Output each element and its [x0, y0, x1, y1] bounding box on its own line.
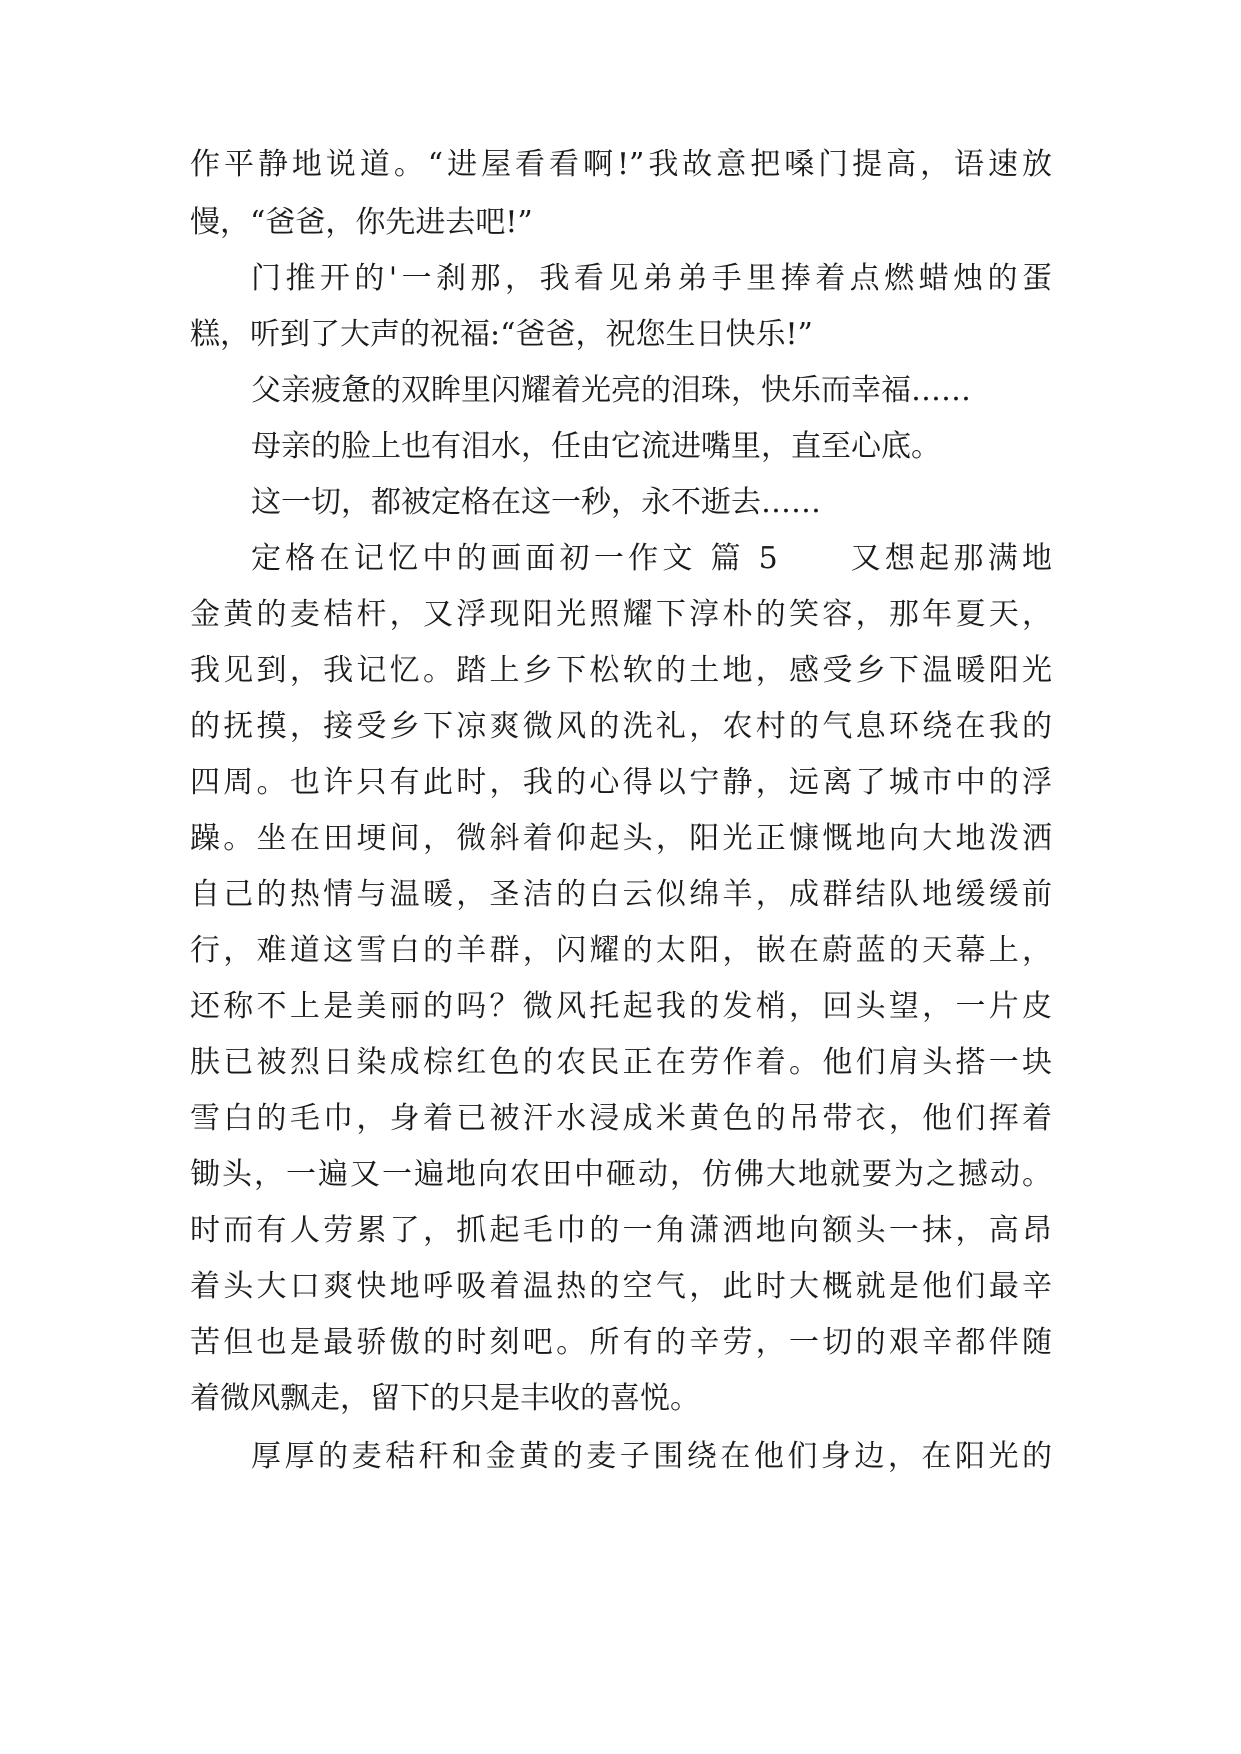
text-line-8: 定格在记忆中的画面初一作文 篇 5 又想起那满地 [251, 541, 1052, 576]
text-line-10: 我见到，我记忆。踏上乡下松软的土地，感受乡下温暖阳光 [190, 653, 1052, 688]
text-line-9: 金黄的麦桔杆，又浮现阳光照耀下淳朴的笑容，那年夏天， [190, 597, 1052, 632]
text-line-18: 雪白的毛巾，身着已被汗水浸成米黄色的吊带衣，他们挥着 [190, 1101, 1052, 1136]
text-line-13: 躁。坐在田埂间，微斜着仰起头，阳光正慷慨地向大地泼洒 [190, 821, 1052, 856]
text-line-3: 门推开的'一刹那，我看见弟弟手里捧着点燃蜡烛的蛋 [251, 261, 1052, 296]
text-line-15: 行，难道这雪白的羊群，闪耀的太阳，嵌在蔚蓝的天幕上， [190, 933, 1052, 968]
text-line-21: 着头大口爽快地呼吸着温热的空气，此时大概就是他们最辛 [190, 1269, 1052, 1304]
text-line-2: 慢，“爸爸，你先进去吧!” [190, 205, 533, 240]
text-line-11: 的抚摸，接受乡下凉爽微风的洗礼，农村的气息环绕在我的 [190, 709, 1052, 744]
text-line-20: 时而有人劳累了，抓起毛巾的一角潇洒地向额头一抹，高昂 [190, 1213, 1052, 1248]
text-line-4: 糕，听到了大声的祝福:“爸爸，祝您生日快乐!” [190, 317, 813, 352]
text-line-19: 锄头，一遍又一遍地向农田中砸动，仿佛大地就要为之撼动。 [190, 1157, 1052, 1192]
text-line-7: 这一切，都被定格在这一秒，永不逝去…… [251, 485, 821, 520]
text-line-22: 苦但也是最骄傲的时刻吧。所有的辛劳，一切的艰辛都伴随 [190, 1325, 1052, 1360]
text-line-17: 肤已被烈日染成棕红色的农民正在劳作着。他们肩头搭一块 [190, 1045, 1052, 1080]
text-line-12: 四周。也许只有此时，我的心得以宁静，远离了城市中的浮 [190, 765, 1052, 800]
text-line-24: 厚厚的麦秸秆和金黄的麦子围绕在他们身边，在阳光的 [251, 1439, 1052, 1474]
text-line-16: 还称不上是美丽的吗？微风托起我的发梢，回头望，一片皮 [190, 989, 1052, 1024]
text-line-1: 作平静地说道。“进屋看看啊!”我故意把嗓门提高，语速放 [190, 147, 1052, 182]
text-line-14: 自己的热情与温暖，圣洁的白云似绵羊，成群结队地缓缓前 [190, 877, 1052, 912]
text-line-5: 父亲疲惫的双眸里闪耀着光亮的泪珠，快乐而幸福…… [251, 373, 971, 408]
text-line-6: 母亲的脸上也有泪水，任由它流进嘴里，直至心底。 [251, 429, 941, 464]
text-line-23: 着微风飘走，留下的只是丰收的喜悦。 [190, 1381, 700, 1416]
